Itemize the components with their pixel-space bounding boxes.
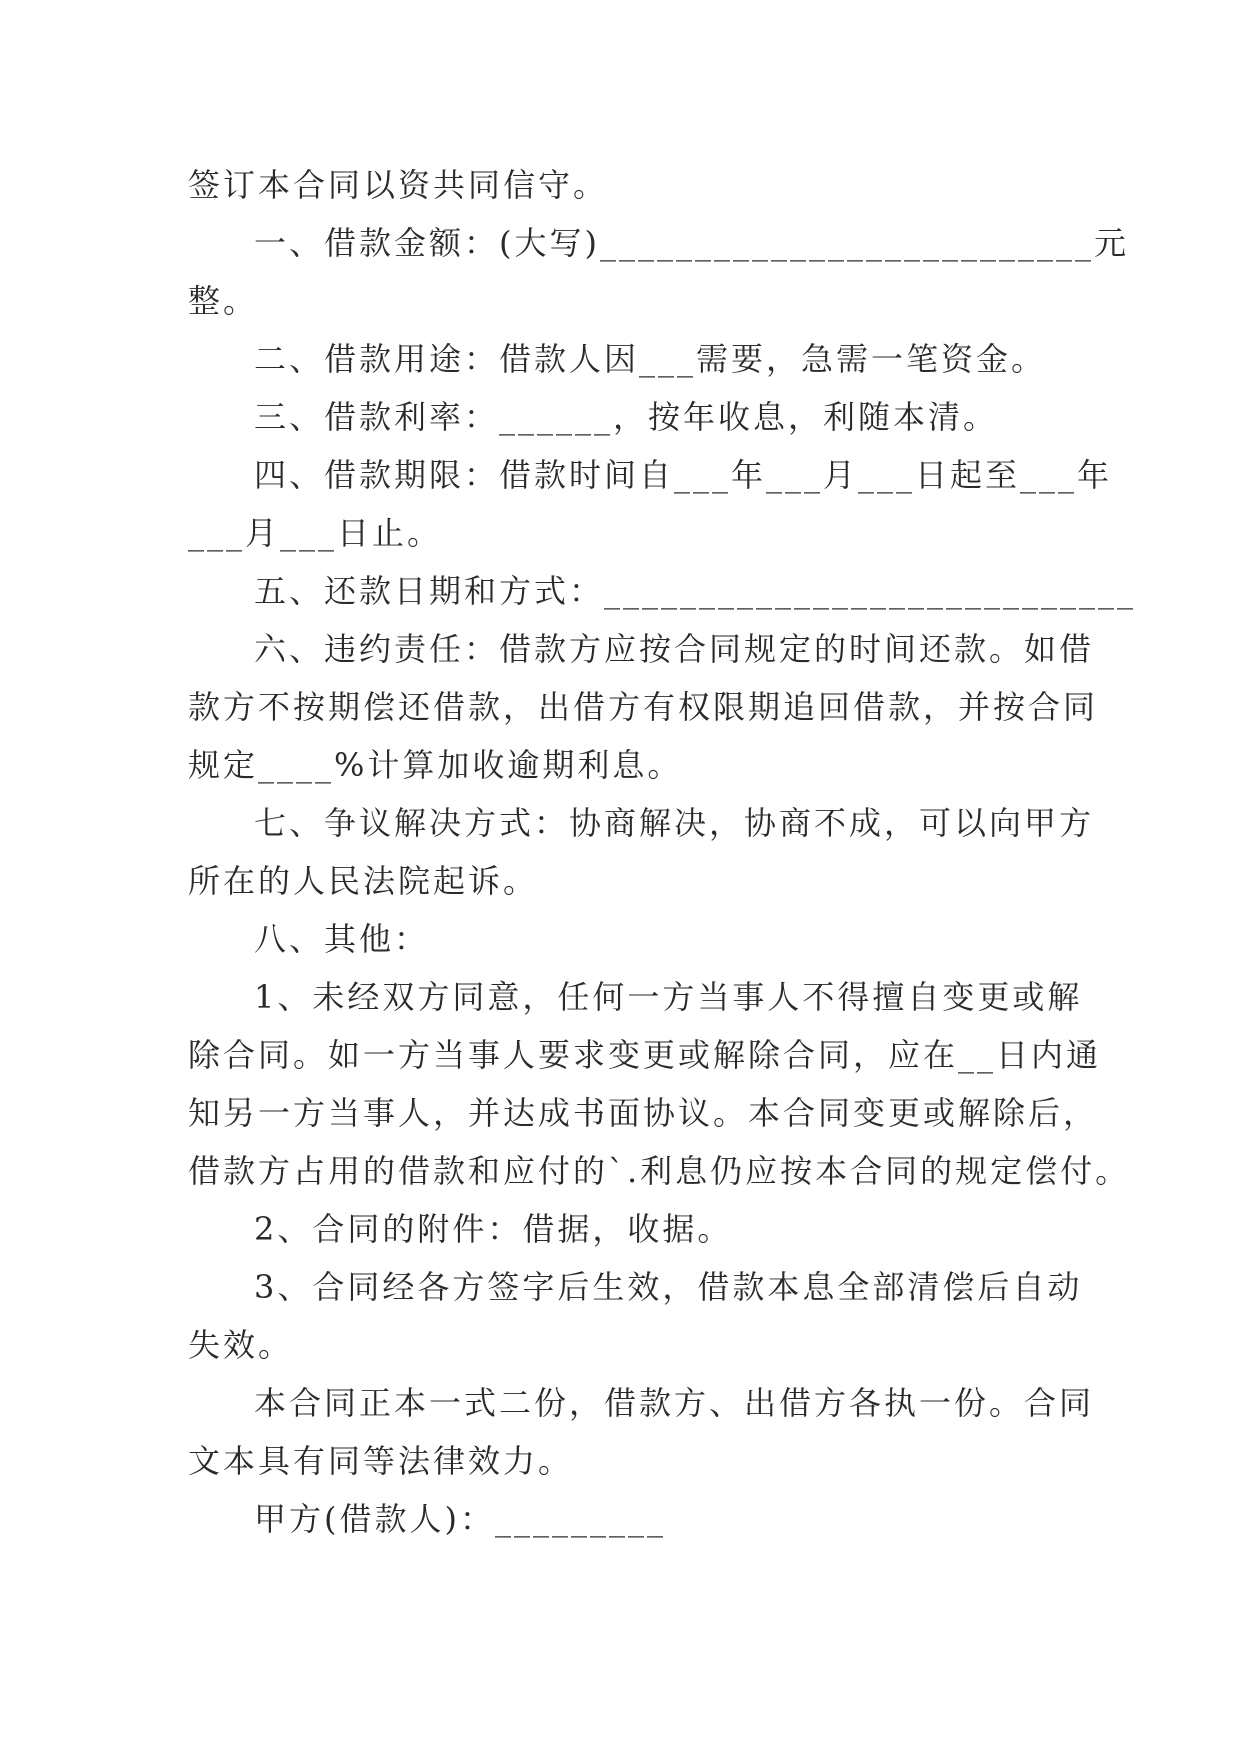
text-line: 五、还款日期和方式：____________________________ <box>254 572 1137 610</box>
text-line: 整。 <box>188 282 259 320</box>
text-line: 1、未经双方同意，任何一方当事人不得擅自变更或解 <box>254 978 1083 1016</box>
text-line: 六、违约责任：借款方应按合同规定的时间还款。如借 <box>254 630 1095 668</box>
text-line: 除合同。如一方当事人要求变更或解除合同，应在__日内通 <box>188 1036 1102 1074</box>
text-line: 所在的人民法院起诉。 <box>188 862 539 900</box>
text-line: 2、合同的附件：借据，收据。 <box>254 1210 733 1248</box>
text-line: 二、借款用途：借款人因___需要，急需一笔资金。 <box>254 340 1047 378</box>
text-line: 失效。 <box>188 1326 294 1364</box>
text-line: 知另一方当事人，并达成书面协议。本合同变更或解除后， <box>188 1094 1099 1132</box>
text-line: 三、借款利率：______，按年收息，利随本清。 <box>254 398 999 436</box>
text-line: 本合同正本一式二份，借款方、出借方各执一份。合同 <box>254 1384 1095 1422</box>
text-line: 一、借款金额：(大写)__________________________元 <box>254 224 1129 262</box>
text-line: ___月___日止。 <box>188 514 443 552</box>
text-line: 七、争议解决方式：协商解决，协商不成，可以向甲方 <box>254 804 1095 842</box>
text-line: 甲方(借款人)：_________ <box>254 1500 666 1538</box>
text-line: 规定____%计算加收逾期利息。 <box>188 746 683 784</box>
text-line: 四、借款期限：借款时间自___年___月___日起至___年 <box>254 456 1113 494</box>
text-line: 签订本合同以资共同信守。 <box>188 166 609 204</box>
text-line: 借款方占用的借款和应付的`.利息仍应按本合同的规定偿付。 <box>188 1152 1131 1190</box>
text-line: 3、合同经各方签字后生效，借款本息全部清偿后自动 <box>254 1268 1083 1306</box>
text-line: 款方不按期偿还借款，出借方有权限期追回借款，并按合同 <box>188 688 1099 726</box>
contract-body <box>188 156 1137 1548</box>
text-line: 八、其他： <box>254 920 430 958</box>
text-line: 文本具有同等法律效力。 <box>188 1442 574 1480</box>
